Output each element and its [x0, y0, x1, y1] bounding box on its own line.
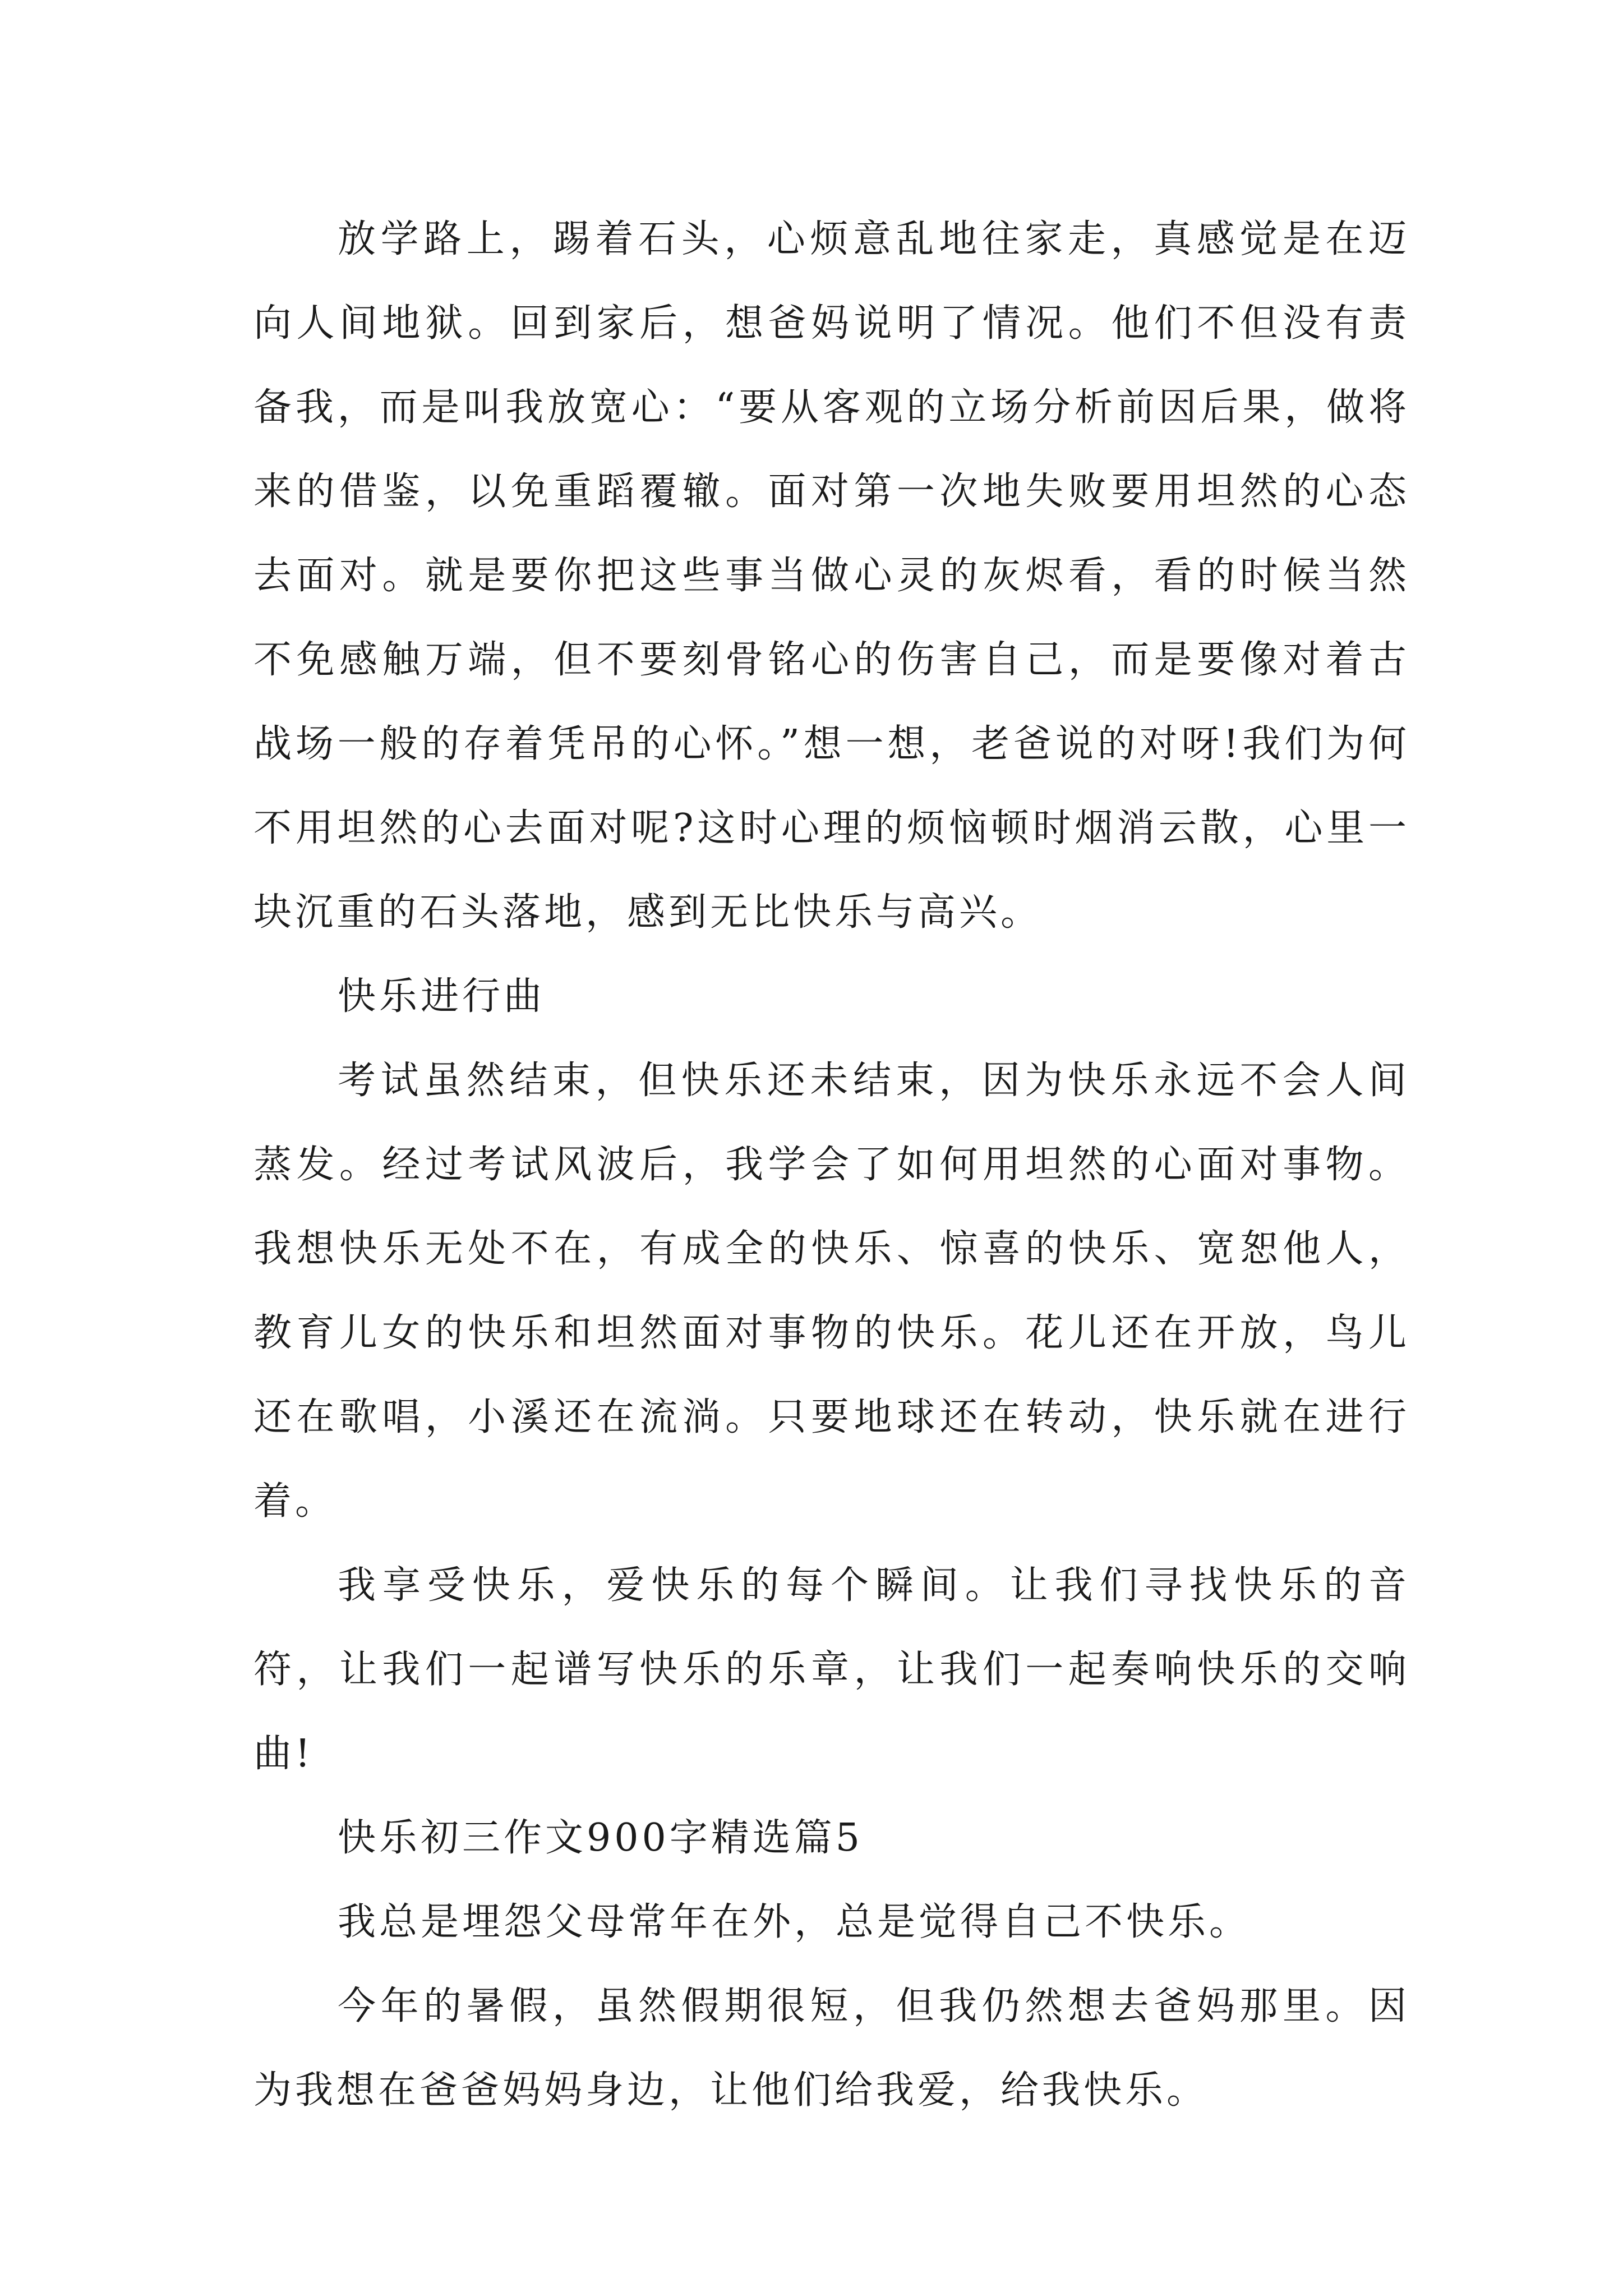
paragraph-parents-advice: 放学路上，踢着石头，心烦意乱地往家走，真感觉是在迈向人间地狱。回到家后，想爸妈说明了情况。他们不但没有责备我，而是叫我放宽心：“要从客观的立场分析前因后果，做将来的借鉴，以免重蹈覆辙。面对第一次地失败要用坦然的心态去面对。就是要你把这些事当做心灵的灰烬看，看的时候当然不免感触万端，但不要刻骨铭心的伤害自己，而是要像对着古战场一般的存着凭吊的心怀。”想一想，老爸说的对呀!我们为何不用坦然的心去面对呢?这时心理的烦恼顿时烟消云散，心里一块沉重的石头落地，感到无比快乐与高兴。	[253, 217, 1410, 935]
essay-title-part-5: 快乐初三作文900字精选篇5	[338, 1816, 864, 1860]
paragraph-happiness-everywhere: 考试虽然结束，但快乐还未结束，因为快乐永远不会人间蒸发。经过考试风波后，我学会了如何用坦然的心面对事物。我想快乐无处不在，有成全的快乐、惊喜的快乐、宽恕他人，教育儿女的快乐和坦然面对事物的快乐。花儿还在开放，鸟儿还在歌唱，小溪还在流淌。只要地球还在转动，快乐就在进行着。	[253, 1059, 1410, 1524]
paragraph-summer-vacation: 今年的暑假，虽然假期很短，但我仍然想去爸妈那里。因为我想在爸爸妈妈身边，让他们给我爱，给我快乐。	[253, 1984, 1410, 2113]
paragraph-enjoy-happiness: 我享受快乐，爱快乐的每个瞬间。让我们寻找快乐的音符，让我们一起谱写快乐的乐章，让我们一起奏响快乐的交响曲!	[253, 1563, 1410, 1776]
section-heading-happy-march: 快乐进行曲	[338, 974, 546, 1019]
document-body	[253, 197, 1410, 2133]
paragraph-complain-parents: 我总是埋怨父母常年在外，总是觉得自己不快乐。	[338, 1900, 1251, 1944]
